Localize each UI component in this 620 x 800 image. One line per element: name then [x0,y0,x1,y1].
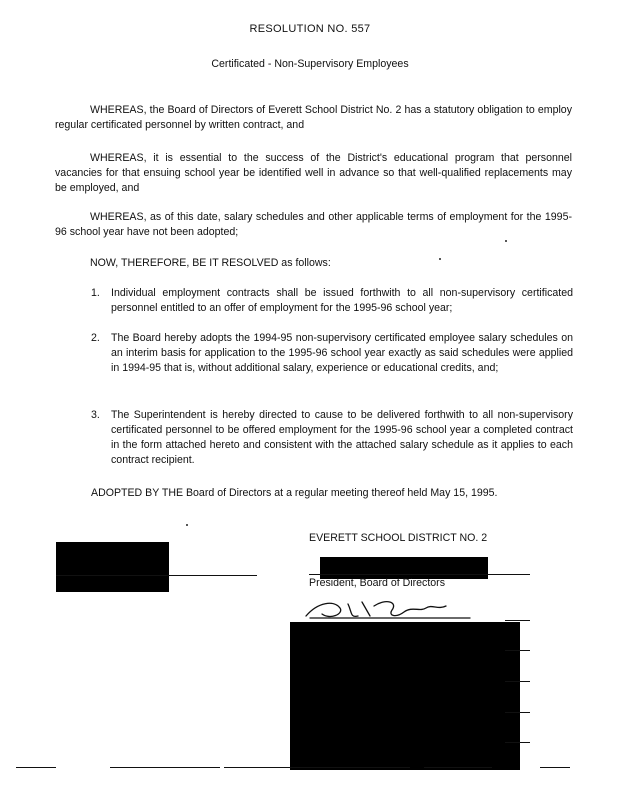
resolution-item-1 [91,286,573,316]
footer-line [424,767,492,768]
whereas-2-text: WHEREAS, it is essential to the success of the District's educational program that personnel vacancies for that ensuing school year be identified well in advance so that well-qualified replacements may be employed, and [55,152,572,194]
whereas-paragraph-3 [55,210,572,240]
footer-line [110,767,220,768]
item-text: The Superintendent is hereby directed to cause to be delivered forthwith to all non-supervisory certificated personnel to be offered employment for the 1995-96 school year a completed contract in the form attached hereto and consistent with the attached salary schedule as it applies to each contract recipient. [111,409,573,466]
whereas-paragraph-1 [55,103,572,133]
item-number: 1. [91,287,100,299]
whereas-paragraph-2 [55,151,572,196]
adopted-statement: ADOPTED BY THE Board of Directors at a regular meeting thereof held May 15, 1995. [91,487,498,499]
resolved-text: NOW, THEREFORE, BE IT RESOLVED as follows: [90,257,331,269]
signature-line-5 [505,742,530,743]
whereas-1-text: WHEREAS, the Board of Directors of Everett School District No. 2 has a statutory obligation to employ regular certificated personnel by written contract, and [55,104,572,131]
signature-line-left [56,575,257,576]
handwritten-signature [300,594,480,624]
scan-speck [186,524,188,526]
whereas-3-text: WHEREAS, as of this date, salary schedules and other applicable terms of employment for the 1995-96 school year have not been adopted; [55,211,572,238]
resolution-title: RESOLUTION NO. 557 [249,23,371,35]
district-name: EVERETT SCHOOL DISTRICT NO. 2 [309,532,488,544]
scan-speck [505,240,507,242]
signature-line-1 [505,620,530,621]
signature-line-4 [505,712,530,713]
resolution-item-2 [91,331,573,376]
footer-line [224,767,410,768]
president-label: President, Board of Directors [309,577,446,589]
scan-speck [439,258,441,260]
resolved-paragraph [55,256,572,271]
signature-line-president [309,574,530,575]
item-text: The Board hereby adopts the 1994-95 non-supervisory certificated employee salary schedules on an interim basis for application to the 1995-96 school year exactly as said schedules were applied in 1994-95 that is, without additional salary, experience or educational credits, and; [111,332,573,374]
redaction-block-left [56,542,169,592]
redaction-block-officers [290,622,520,770]
footer-line [540,767,570,768]
footer-line [16,767,56,768]
item-number: 3. [91,409,100,421]
item-text: Individual employment contracts shall be issued forthwith to all non-supervisory certificated personnel entitled to an offer of employment for the 1995-96 school year; [111,287,573,314]
signature-line-3 [505,681,530,682]
resolution-item-3 [91,408,573,468]
item-number: 2. [91,332,100,344]
signature-line-2 [505,650,530,651]
resolution-subtitle: Certificated - Non-Supervisory Employees [211,58,409,70]
